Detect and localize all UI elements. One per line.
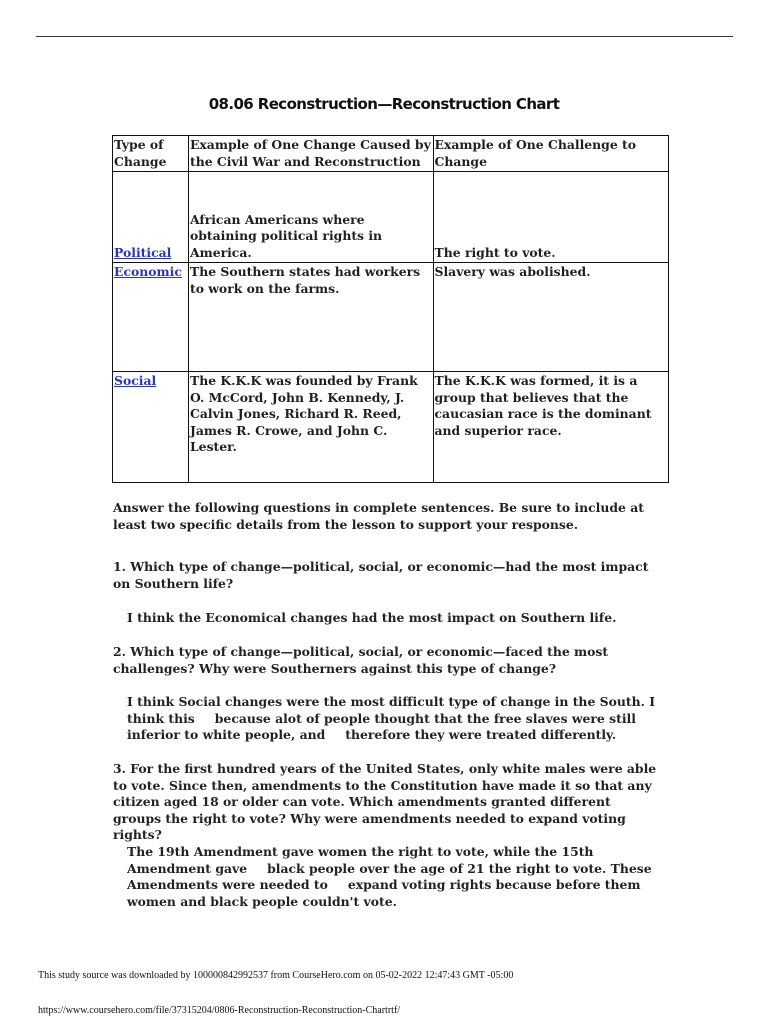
- header-example-challenge: Example of One Challenge to Change: [433, 136, 668, 172]
- change-cell: The K.K.K was founded by Frank O. McCord, John B. Kennedy, J. Calvin Jones, Richard R. Reed, James R. Crowe, and John C. Lester.: [188, 372, 433, 483]
- question-2: 2. Which type of change—political, social, or economic—faced the most challenges? Why were Southerners against this type of change?: [113, 644, 609, 676]
- challenge-cell: The right to vote.: [433, 172, 668, 263]
- table-row: [113, 372, 669, 483]
- header-example-change: Example of One Change Caused by the Civil War and Reconstruction: [188, 136, 433, 172]
- economic-link[interactable]: Economic: [114, 264, 182, 279]
- change-cell: The Southern states had workers to work on the farms.: [188, 263, 433, 372]
- answer-2-part-2: because alot of people thought that the free slaves were still inferior to white people, and: [127, 710, 636, 743]
- answer-2: [113, 694, 658, 744]
- answer-2-part-1: I think Social changes were the most difficult type of change in the South. I think this: [127, 694, 656, 726]
- page-title: 08.06 Reconstruction—Reconstruction Chart: [208, 95, 560, 113]
- political-link[interactable]: Political: [114, 244, 172, 260]
- header-type-of-change: Type of Change: [113, 136, 189, 172]
- table-row: [113, 263, 669, 372]
- top-divider: [36, 36, 733, 37]
- reconstruction-chart-table: [112, 135, 669, 483]
- instructions-text: Answer the following questions in complete sentences. Be sure to include at least two specific details from the lesson to support your response.: [113, 500, 644, 532]
- source-url: https://www.coursehero.com/file/37315204/0806-Reconstruction-Reconstruction-Chartrtf/: [38, 1005, 401, 1016]
- type-cell: [113, 263, 189, 372]
- answer-1-text: I think the Economical changes had the most impact on Southern life.: [127, 610, 617, 625]
- challenge-cell: The K.K.K was formed, it is a group that believes that the caucasian race is the dominant and superior race.: [433, 372, 668, 483]
- social-link[interactable]: Social: [114, 373, 157, 388]
- answer-3-part-1: The 19th Amendment gave women the right to vote, while the 15th Amendment gave: [127, 844, 594, 876]
- type-cell: [113, 172, 189, 263]
- table-header-row: [113, 136, 669, 172]
- table-row: [113, 172, 669, 263]
- type-cell: [113, 372, 189, 483]
- answer-3-part-3: expand voting rights because before them women and black people couldn't vote.: [127, 877, 641, 909]
- challenge-cell: Slavery was abolished.: [433, 263, 668, 372]
- answer-3-part-2: black people over the age of 21 the right to vote. These Amendments were needed to: [127, 860, 652, 893]
- change-cell: African Americans where obtaining political rights in America.: [188, 172, 433, 263]
- question-3: 3. For the first hundred years of the United States, only white males were able to vote. Since then, amendments to the Constitution have made it so that any citizen aged 18 or older can vote. Which amendments granted different groups the right to vote? Why were amendments needed to expand voting rights?: [113, 761, 657, 843]
- download-source-note: This study source was downloaded by 100000842992537 from CourseHero.com on 05-02-2022 12:47:43 GMT -05:00: [38, 970, 514, 981]
- answer-1: [113, 610, 658, 627]
- answer-2-part-3: therefore they were treated differently.: [345, 727, 617, 743]
- question-1: 1. Which type of change—political, social, or economic—had the most impact on Southern life?: [113, 559, 649, 591]
- answer-3: [113, 844, 658, 910]
